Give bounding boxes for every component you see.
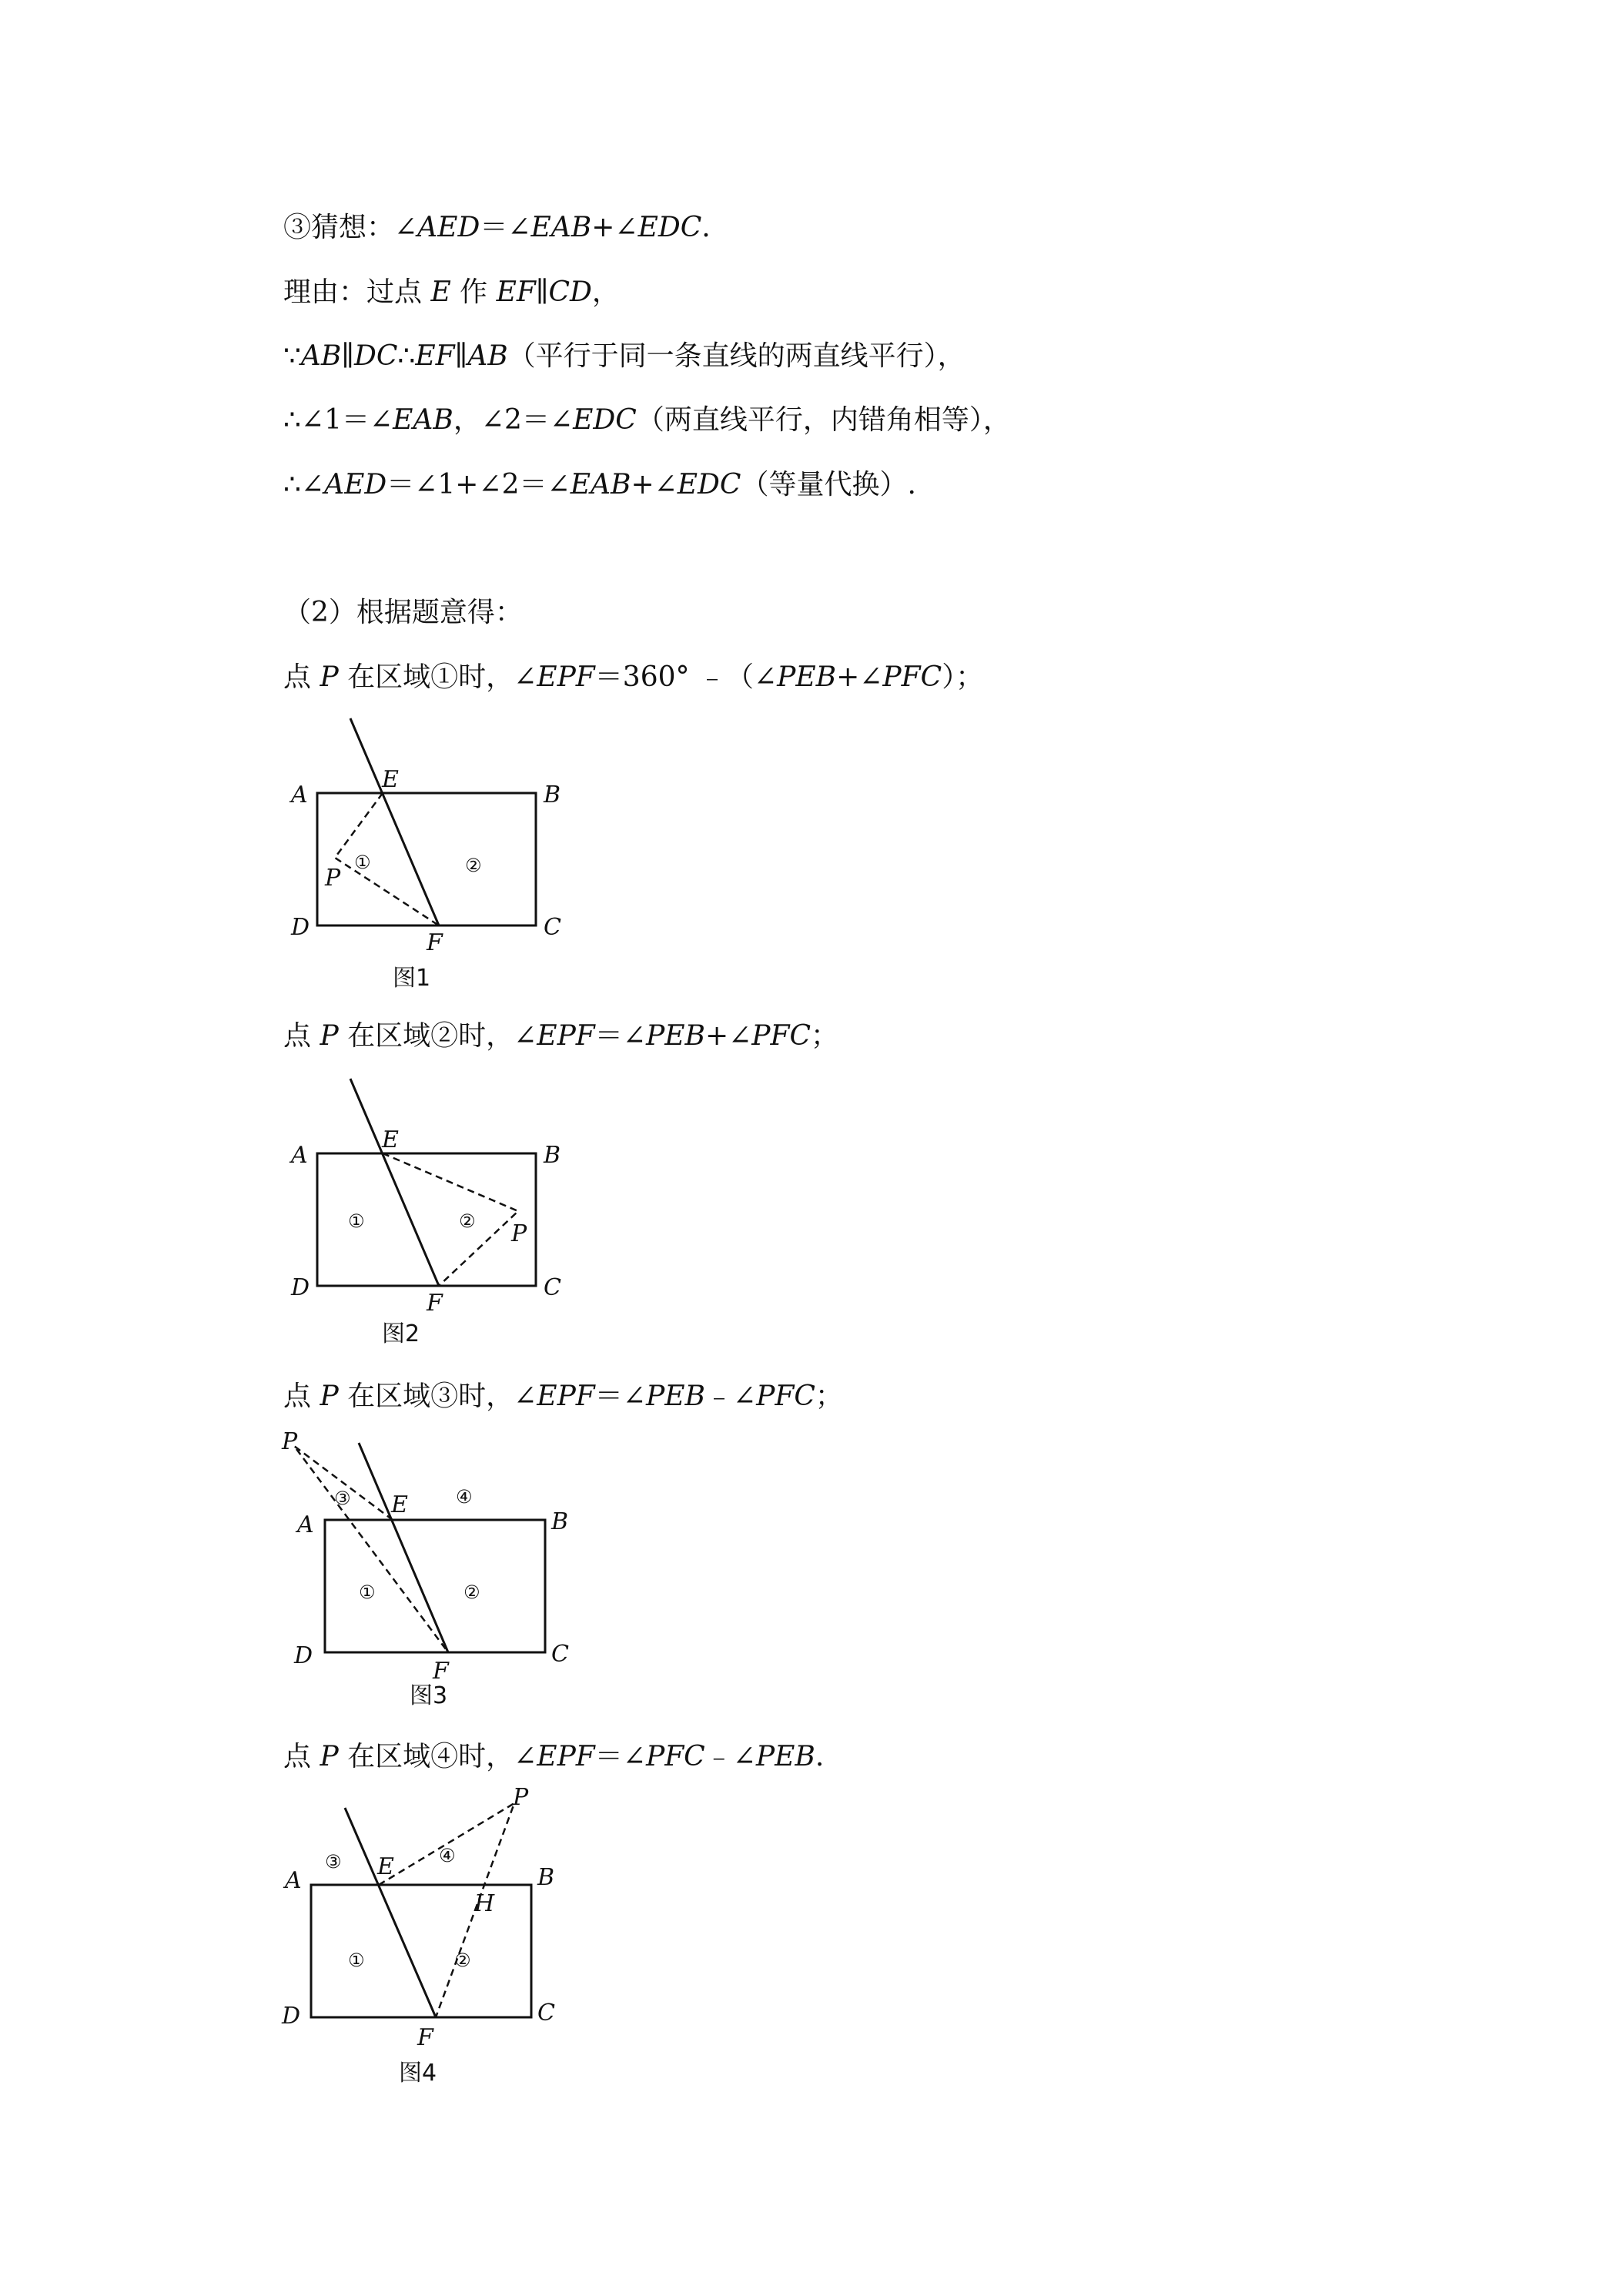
case-text: 在区域①时，	[338, 661, 514, 693]
plus-sign: +	[704, 1020, 729, 1052]
equals-sign: ＝	[480, 212, 508, 243]
theorem-note: （两直线平行，内错角相等），	[636, 404, 1011, 436]
conjecture-label: ③猜想：	[283, 212, 395, 243]
region-4-label: ④	[456, 1486, 473, 1508]
angle-eab: ∠EAB	[507, 212, 592, 243]
minus-sign: ﹣	[704, 1741, 733, 1772]
region-2-label: ②	[465, 855, 482, 876]
angle-edc: ∠EDC	[654, 469, 741, 500]
region-3-label: ③	[334, 1488, 351, 1509]
therefore-symbol: ∴	[283, 469, 301, 500]
rectangle-abcd	[325, 1520, 545, 1652]
label-f: F	[427, 929, 443, 956]
case-text: 点	[283, 1741, 320, 1772]
transversal-line	[350, 718, 439, 925]
angles-equal-line	[283, 402, 1011, 439]
region-2-label: ②	[454, 1950, 471, 1971]
equals-sign: ＝	[594, 1741, 623, 1772]
dashed-path-epf	[383, 1153, 518, 1286]
figure-1-caption: 图1	[393, 965, 431, 992]
label-a: A	[285, 1867, 302, 1894]
label-a: A	[297, 1511, 314, 1538]
case-region-4	[283, 1739, 824, 1776]
label-a: A	[291, 1142, 308, 1169]
label-c: C	[551, 1641, 569, 1668]
label-c: C	[544, 914, 561, 941]
formula-end: ）；	[942, 661, 984, 693]
label-d: D	[291, 914, 310, 941]
formula-end: ；	[811, 1020, 839, 1052]
transversal-line	[345, 1808, 436, 2017]
label-p: P	[282, 1428, 298, 1455]
figure-3-diagram	[277, 1426, 585, 1726]
angle-pfc: ∠PFC	[728, 1020, 812, 1052]
minus-sign: ﹣	[704, 1381, 733, 1412]
label-e: E	[382, 766, 399, 793]
angle-peb: ∠PEB	[732, 1741, 815, 1772]
angle-edc: ∠EDC	[549, 404, 637, 436]
theorem-note: （平行于同一条直线的两直线平行），	[507, 340, 965, 372]
label-a: A	[291, 782, 308, 808]
because-symbol: ∵	[283, 340, 301, 372]
part2-intro: （2）根据题意得：	[283, 597, 523, 628]
plus-sign: +	[591, 212, 615, 243]
label-c: C	[537, 2000, 555, 2027]
case-region-2	[283, 1018, 838, 1055]
label-c: C	[544, 1274, 561, 1301]
case-region-1	[283, 659, 983, 696]
ef-parallel-cd: EF∥CD	[496, 276, 592, 308]
equals-sign: ＝	[594, 1020, 623, 1052]
ef-parallel-ab: EF∥AB	[415, 340, 508, 372]
point-e: E	[430, 276, 451, 308]
region-1-label: ①	[359, 1581, 376, 1603]
angle-peb: ∠PEB	[622, 1020, 705, 1052]
therefore-symbol: ∴	[397, 340, 416, 372]
label-b: B	[544, 1142, 561, 1169]
label-b: B	[537, 1864, 555, 1891]
figure-4-diagram	[277, 1785, 585, 2093]
label-p: P	[325, 865, 341, 892]
plus-sign: +	[631, 469, 654, 500]
label-h: H	[474, 1890, 495, 1917]
case-text: 点	[283, 661, 320, 693]
rectangle-abcd	[317, 793, 536, 925]
period: .	[815, 1741, 825, 1772]
formula-text: ＝360° ﹣（	[594, 661, 754, 693]
label-f: F	[427, 1290, 443, 1317]
figure-1	[277, 707, 585, 992]
region-2-label: ②	[459, 1210, 476, 1232]
angle-peb: ∠PEB	[753, 661, 837, 693]
angle-pfc: ∠PFC	[622, 1741, 705, 1772]
angle-aed: ∠AED	[300, 469, 387, 500]
figure-1-diagram	[277, 707, 585, 992]
transversal-line	[350, 1079, 439, 1286]
angle-pfc: ∠PFC	[732, 1381, 815, 1412]
transversal-line	[359, 1443, 448, 1652]
conjecture-line	[283, 209, 711, 246]
ab-parallel-dc: AB∥DC	[300, 340, 398, 372]
dashed-path-epf	[294, 1446, 448, 1652]
region-3-label: ③	[325, 1851, 342, 1873]
angle-epf: ∠EPF	[514, 1381, 595, 1412]
label-f: F	[433, 1658, 449, 1685]
region-1-label: ①	[348, 1950, 365, 1971]
figure-2-diagram	[277, 1067, 585, 1352]
angle-edc: ∠EDC	[614, 212, 702, 243]
comma: ，	[591, 276, 620, 308]
point-p: P	[320, 1741, 339, 1772]
angle-epf: ∠EPF	[514, 661, 595, 693]
case-text: 点	[283, 1381, 320, 1412]
point-p: P	[320, 1381, 339, 1412]
region-1-label: ①	[348, 1210, 365, 1232]
case-text: 在区域④时，	[338, 1741, 514, 1772]
figure-3-caption: 图3	[410, 1682, 448, 1709]
figure-4-caption: 图4	[399, 2060, 437, 2087]
figure-2-caption: 图2	[382, 1320, 420, 1347]
label-e: E	[391, 1491, 408, 1518]
plus-sign: +	[836, 661, 860, 693]
region-2-label: ②	[463, 1581, 480, 1603]
point-p: P	[320, 661, 339, 693]
construct-text: 作	[450, 276, 497, 308]
reason-line	[283, 274, 620, 311]
case-text: 点	[283, 1020, 320, 1052]
formula-end: ；	[815, 1381, 843, 1412]
because-line	[283, 338, 965, 375]
case-region-3	[283, 1378, 843, 1415]
substitution-note: （等量代换）.	[741, 469, 916, 500]
label-f: F	[417, 2024, 433, 2051]
label-d: D	[282, 2003, 301, 2030]
angle-aed: ∠AED	[394, 212, 480, 243]
label-d: D	[291, 1274, 310, 1301]
figure-2	[277, 1067, 585, 1352]
point-p: P	[320, 1020, 339, 1052]
label-e: E	[382, 1126, 399, 1153]
angle-eab: ∠EAB	[369, 404, 453, 436]
label-e: E	[377, 1853, 394, 1880]
label-p: P	[513, 1785, 529, 1811]
dashed-path-epf	[335, 793, 439, 925]
angle-epf: ∠EPF	[514, 1020, 595, 1052]
reason-text: 理由：过点	[283, 276, 431, 308]
label-p: P	[511, 1220, 527, 1247]
sum-text: ＝∠1+∠2＝	[387, 469, 547, 500]
label-b: B	[551, 1508, 569, 1535]
case-text: 在区域③时，	[338, 1381, 514, 1412]
angle-eab: ∠EAB	[547, 469, 631, 500]
rectangle-abcd	[311, 1885, 531, 2017]
region-1-label: ①	[354, 852, 371, 873]
angle-epf: ∠EPF	[514, 1741, 595, 1772]
case-text: 在区域②时，	[338, 1020, 514, 1052]
figure-3	[277, 1426, 585, 1726]
equals-sign: ＝	[594, 1381, 623, 1412]
figure-4	[277, 1785, 585, 2093]
period: .	[701, 212, 711, 243]
label-d: D	[294, 1642, 313, 1669]
conclusion-line	[283, 467, 916, 504]
angle-2-text: ，∠2＝	[453, 404, 550, 436]
angle-peb: ∠PEB	[622, 1381, 705, 1412]
region-4-label: ④	[439, 1845, 456, 1866]
label-b: B	[544, 782, 561, 808]
angle-pfc: ∠PFC	[859, 661, 942, 693]
angle-1-text: ∴∠1＝	[283, 404, 370, 436]
